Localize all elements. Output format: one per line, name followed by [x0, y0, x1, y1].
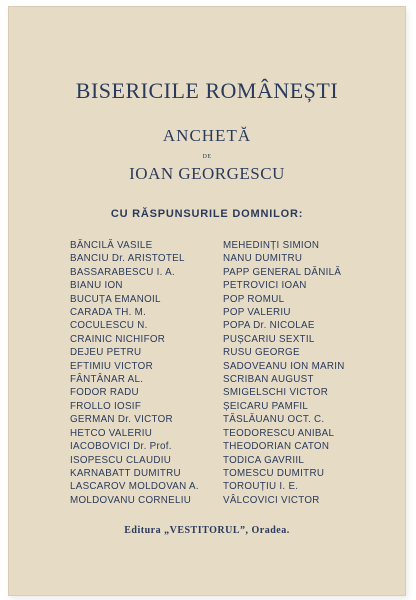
respondent-name: BASSARABESCU I. A. — [70, 266, 176, 278]
respondent-name: PUȘCARIU SEXTIL — [223, 333, 315, 345]
respondent-name: SADOVEANU ION MARIN — [223, 360, 345, 372]
respondent-name: LASCAROV MOLDOVAN A. — [70, 481, 199, 493]
respondent-name: DEJEU PETRU — [70, 347, 142, 359]
respondent-name: EFTIMIU VICTOR — [70, 360, 153, 372]
respondent-name: BĂNCILĂ VASILE — [70, 240, 153, 251]
respondent-name: IACOBOVICI Dr. Prof. — [70, 441, 172, 453]
respondent-name: TOROUȚIU I. E. — [223, 481, 299, 493]
respondent-name: FODOR RADU — [70, 387, 139, 399]
responses-heading: CU RĂSPUNSURILE DOMNILOR: — [110, 208, 304, 220]
respondent-name: SCRIBAN AUGUST — [223, 374, 314, 386]
respondent-name: RUSU GEORGE — [223, 347, 300, 359]
respondent-name: CRAINIC NICHIFOR — [70, 333, 166, 345]
respondent-name: MOLDOVANU CORNELIU — [70, 494, 192, 506]
book-cover — [8, 6, 406, 596]
respondent-name: FÂNTÂNAR AL. — [70, 374, 144, 386]
respondent-name: BUCUȚA EMANOIL — [70, 293, 161, 305]
respondent-name: SMIGELSCHI VICTOR — [223, 387, 329, 399]
respondent-name: GERMAN Dr. VICTOR — [70, 414, 173, 426]
respondent-name: BANCIU Dr. ARISTOTEL — [70, 253, 185, 265]
respondents-right-column — [223, 239, 345, 507]
respondent-name: VÂLCOVICI VICTOR — [223, 494, 320, 506]
respondent-name: TOMESCU DUMITRU — [223, 467, 325, 479]
respondent-name: TODICA GAVRIIL — [223, 454, 305, 466]
respondent-name: PAPP GENERAL DĂNILĂ — [223, 266, 342, 278]
author-name: IOAN GEORGESCU — [129, 164, 285, 183]
respondent-name: KARNABATT DUMITRU — [70, 467, 181, 479]
respondent-name: MEHEDINȚI SIMION — [223, 240, 320, 251]
respondent-name: NANU DUMITRU — [223, 253, 303, 265]
respondent-name: POPA Dr. NICOLAE — [223, 320, 315, 332]
respondent-name: ISOPESCU CLAUDIU — [70, 454, 172, 466]
respondent-name: ȘEICARU PAMFIL — [223, 400, 309, 412]
by-label: DE — [202, 154, 212, 160]
respondent-name: THEODORIAN CATON — [223, 441, 330, 453]
respondent-name: CARADA TH. M. — [70, 307, 147, 319]
respondent-name: POP VALERIU — [223, 307, 291, 319]
respondent-name: PETROVICI IOAN — [223, 280, 307, 292]
publisher-imprint: Editura „VESTITORUL”, Oradea. — [124, 525, 290, 536]
book-subtitle: ANCHETĂ — [162, 126, 252, 145]
respondent-name: TEODORESCU ANIBAL — [223, 427, 335, 439]
respondent-name: POP ROMUL — [223, 293, 285, 305]
book-title: BISERICILE ROMÂNEȘTI — [75, 78, 339, 103]
respondent-name: HETCO VALERIU — [70, 427, 153, 439]
respondent-name: BIANU ION — [70, 280, 123, 292]
respondent-name: FROLLO IOSIF — [70, 400, 142, 412]
respondent-name: COCULESCU N. — [70, 320, 148, 332]
respondent-name: TĂSLĂUANU OCT. C. — [223, 414, 325, 426]
respondents-left-column — [70, 239, 199, 507]
